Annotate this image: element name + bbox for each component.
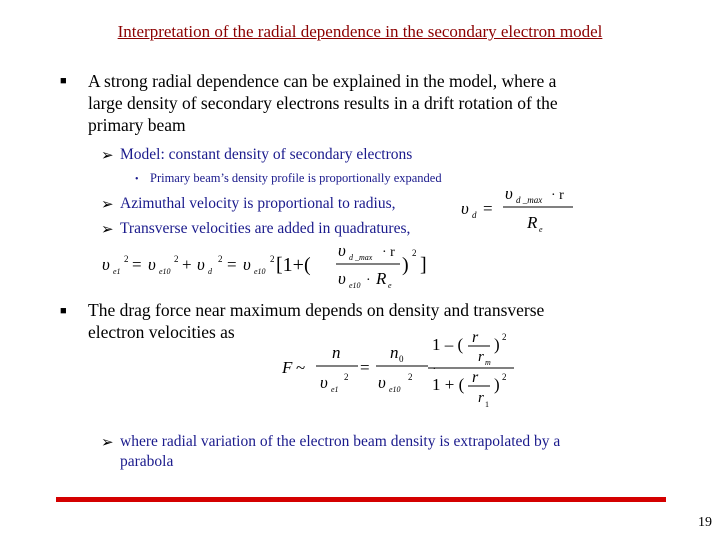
- svg-text:d: d: [208, 267, 212, 276]
- svg-text:· r: · r: [551, 188, 564, 203]
- dot-bullet-icon: •: [135, 174, 139, 185]
- svg-text:·: ·: [432, 362, 437, 377]
- azimuthal-velocity-equation: [455, 182, 585, 237]
- svg-text:υ: υ: [338, 269, 346, 288]
- svg-text:F: F: [282, 358, 293, 377]
- svg-text:υ: υ: [461, 199, 469, 218]
- svg-text:υ: υ: [378, 373, 386, 392]
- svg-text:r: r: [472, 329, 479, 346]
- svg-text:~: ~: [296, 358, 306, 377]
- svg-text:· r: · r: [382, 245, 395, 260]
- svg-text:·: ·: [366, 273, 371, 288]
- where-line-2: parabola: [120, 453, 174, 470]
- svg-text:υ: υ: [505, 184, 513, 203]
- svg-text:R: R: [527, 213, 538, 232]
- bullet-1-line-1: A strong radial dependence can be explained in the model, where a: [88, 71, 557, 91]
- svg-text:υ: υ: [338, 241, 346, 260]
- bullet-2-line-1: The drag force near maximum depends on density and transverse: [88, 300, 545, 320]
- footer-divider: [56, 497, 666, 502]
- svg-text:r: r: [478, 349, 484, 365]
- arrow-bullet-icon: ➢: [101, 197, 114, 213]
- svg-text:n: n: [332, 343, 341, 362]
- svg-text:e10: e10: [159, 267, 171, 276]
- svg-text:1: 1: [485, 400, 489, 409]
- svg-text:d _max: d _max: [349, 253, 373, 262]
- svg-text:r: r: [472, 369, 479, 386]
- svg-text:υ: υ: [320, 373, 328, 392]
- sub-item-where: [120, 432, 560, 472]
- drag-force-equation: [280, 328, 530, 418]
- svg-text:=: =: [227, 255, 237, 274]
- svg-text:2: 2: [218, 254, 223, 264]
- svg-text:2: 2: [408, 372, 413, 382]
- svg-text:m: m: [485, 358, 491, 367]
- svg-text:=: =: [483, 199, 493, 218]
- svg-text:R: R: [376, 269, 387, 288]
- svg-text:1 – (: 1 – (: [432, 335, 464, 354]
- svg-text:e: e: [539, 225, 543, 234]
- svg-text:=: =: [132, 255, 142, 274]
- svg-text:2: 2: [502, 372, 507, 382]
- arrow-bullet-icon: ➢: [101, 222, 114, 238]
- svg-text:=: =: [360, 358, 370, 377]
- svg-text:+: +: [182, 255, 192, 274]
- svg-text:): ): [494, 375, 500, 394]
- svg-text:υ: υ: [243, 255, 251, 274]
- svg-text:υ: υ: [197, 255, 205, 274]
- svg-text:e10: e10: [349, 281, 361, 290]
- svg-text:e: e: [388, 281, 392, 290]
- arrow-bullet-icon: ➢: [101, 148, 114, 164]
- square-bullet-icon: ■: [60, 305, 67, 317]
- svg-text:e1: e1: [113, 267, 121, 276]
- sub-sub-item-profile: Primary beam’s density profile is proportionally expanded: [150, 171, 442, 185]
- bullet-1: [88, 70, 558, 136]
- svg-text:n: n: [390, 343, 399, 362]
- sub-item-azimuthal: Azimuthal velocity is proportional to radius,: [120, 195, 396, 212]
- svg-text:e10: e10: [254, 267, 266, 276]
- svg-text:[1+(: [1+(: [276, 254, 311, 276]
- svg-text:2: 2: [174, 254, 179, 264]
- svg-text:2: 2: [502, 332, 507, 342]
- svg-text:υ: υ: [148, 255, 156, 274]
- sub-item-transverse: Transverse velocities are added in quadratures,: [120, 220, 411, 237]
- svg-text:e1: e1: [331, 385, 339, 394]
- svg-text:2: 2: [344, 372, 349, 382]
- bullet-1-line-2: large density of secondary electrons results in a drift rotation of the: [88, 93, 558, 113]
- bullet-2-line-2: electron velocities as: [88, 322, 235, 342]
- svg-text:1 + (: 1 + (: [432, 375, 465, 394]
- svg-text:υ: υ: [102, 255, 110, 274]
- svg-text:2: 2: [124, 254, 129, 264]
- svg-text:): ): [494, 335, 500, 354]
- square-bullet-icon: ■: [60, 75, 67, 87]
- svg-text:0: 0: [399, 354, 404, 364]
- quadrature-equation: [100, 238, 440, 296]
- svg-text:): ): [402, 254, 409, 276]
- svg-text:e10: e10: [389, 385, 401, 394]
- svg-text:d: d: [472, 210, 477, 220]
- where-line-1: where radial variation of the electron beam density is extrapolated by a: [120, 433, 561, 450]
- arrow-bullet-icon: ➢: [101, 435, 114, 451]
- slide-title: Interpretation of the radial dependence in the secondary electron model: [117, 22, 603, 41]
- svg-text:]: ]: [420, 254, 427, 276]
- bullet-1-line-3: primary beam: [88, 115, 186, 135]
- svg-text:2: 2: [412, 248, 417, 258]
- sub-item-model: Model: constant density of secondary electrons: [120, 146, 413, 163]
- svg-text:r: r: [478, 390, 484, 406]
- svg-text:2: 2: [270, 254, 275, 264]
- svg-text:d _max: d _max: [516, 195, 543, 205]
- page-number: 19: [698, 515, 712, 530]
